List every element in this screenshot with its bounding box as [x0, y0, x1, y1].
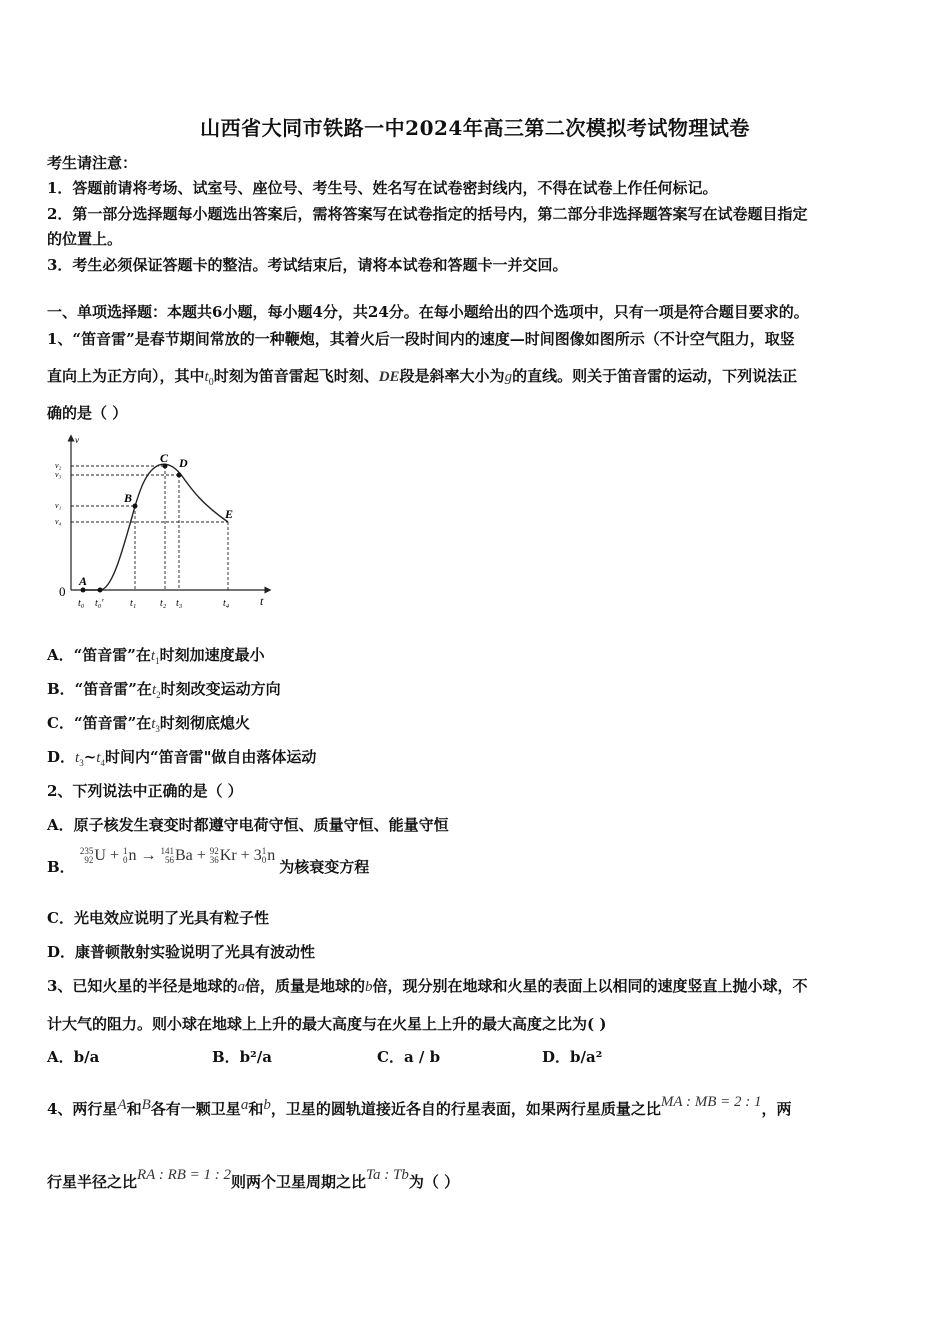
y-tick-v2: v₂: [55, 461, 62, 470]
x-tick-t1: t₁: [130, 598, 137, 609]
notice-item-1: 1．答题前请将考场、试室号、座位号、考生号、姓名写在试卷密封线内，不得在试卷上作任何标记。: [47, 179, 718, 197]
q2-option-d: D．康普顿散射实验说明了光具有波动性: [47, 943, 316, 961]
q2-option-c: C．光电效应说明了光具有粒子性: [47, 909, 269, 927]
x-tick-t2: t₂: [160, 598, 167, 609]
q1-option-c: C．“笛音雷”在$t_3$时刻彻底熄火: [47, 714, 250, 734]
notice-item-2-cont: 的位置上。: [47, 230, 123, 248]
y-tick-v4: v₄: [55, 517, 62, 526]
q1-option-a: A．“笛音雷”在$t_1$时刻加速度最小: [47, 646, 265, 666]
x-tick-t4: t₄: [223, 598, 230, 609]
velocity-curve: [83, 464, 228, 590]
notice-item-2: 2．第一部分选择题每小题选出答案后，需将答案写在试卷指定的括号内，第二部分非选择题答案写在试卷题目指定: [47, 205, 808, 223]
point-D: D: [179, 456, 188, 470]
period-ratio: Ta : Tb: [366, 1167, 409, 1183]
notice-heading: 考生请注意：: [47, 154, 138, 172]
velocity-time-graph: [52, 432, 274, 612]
origin-label: 0: [59, 584, 66, 599]
q2-option-b: B． 235 92 U + 1 0 n → 141 56 Ba + 92 36 Kr + 3 1 0 n 为核衰变方程: [47, 846, 370, 876]
nuclear-equation: 235 92 U + 1 0 n → 141 56 Ba + 92 36 Kr + 3 1 0 n: [79, 846, 276, 866]
q1-stem-line3: 确的是（ ）: [47, 404, 128, 422]
notice-item-3: 3．考生必须保证答题卡的整洁。考试结束后，请将本试卷和答题卡一并交回。: [47, 256, 568, 274]
q4-stem-line2: 行星半径之比RA : RB = 1 : 2则两个卫星周期之比Ta : Tb为（ ）: [47, 1167, 460, 1191]
axis-label-t: t: [260, 594, 264, 608]
axis-label-v: v: [75, 435, 79, 445]
page-title: 山西省大同市铁路一中2024年高三第二次模拟考试物理试卷: [200, 116, 750, 140]
point-E: E: [225, 507, 234, 521]
q3-option-a: A．b/a: [47, 1048, 100, 1066]
x-tick-t0-prime: t₀′: [95, 598, 104, 609]
q3-option-b: B．b²/a: [212, 1048, 272, 1066]
y-tick-v1: v₁: [55, 501, 62, 510]
radius-ratio: RA : RB = 1 : 2: [137, 1167, 232, 1183]
point-A: A: [79, 574, 88, 588]
q2-stem: 2、下列说法中正确的是（ ）: [47, 782, 243, 800]
q3-stem-line2: 计大气的阻力。则小球在地球上上升的最大高度与在火星上上升的最大高度之比为( ): [47, 1015, 607, 1033]
q3-option-d: D．b/a²: [542, 1048, 603, 1066]
y-tick-v3: v₃: [55, 470, 62, 479]
q2-option-a: A．原子核发生衰变时都遵守电荷守恒、质量守恒、能量守恒: [47, 816, 449, 834]
q3-options: [47, 1046, 707, 1067]
point-C: C: [160, 451, 169, 465]
x-tick-t0: t₀: [78, 598, 85, 609]
q3-option-c: C．a / b: [377, 1048, 441, 1066]
q1-option-d: D．$t_3\sim t_4$时间内“笛音雷"做自由落体运动: [47, 748, 317, 768]
point-B: B: [124, 491, 133, 505]
q4-stem-line1: 4、两行星A和B各有一颗卫星a和b，卫星的圆轨道接近各自的行星表面，如果两行星质量之比MA : MB = 2 : 1，两: [47, 1094, 792, 1118]
mass-ratio: MA : MB = 2 : 1: [660, 1094, 762, 1110]
q1-stem-line1: 1、“笛音雷”是春节期间常放的一种鞭炮，其着火后一段时间内的速度—时间图像如图所示（不计空气阻力，取竖: [47, 330, 795, 348]
section-heading: 一、单项选择题：本题共6小题，每小题4分，共24分。在每小题给出的四个选项中，只有一项是符合题目要求的。: [47, 303, 809, 321]
q3-stem-line1: 3、已知火星的半径是地球的a倍，质量是地球的b倍，现分别在地球和火星的表面上以相同的速度竖直上抛小球，不: [47, 977, 808, 995]
q1-stem-line2: 直向上为正方向），其中$t_0$时刻为笛音雷起飞时刻、DE段是斜率大小为g的直线。则关于笛音雷的运动，下列说法正: [47, 367, 798, 388]
x-tick-t3: t₃: [176, 598, 183, 609]
q1-option-b: B．“笛音雷”在$t_2$时刻改变运动方向: [47, 680, 281, 700]
